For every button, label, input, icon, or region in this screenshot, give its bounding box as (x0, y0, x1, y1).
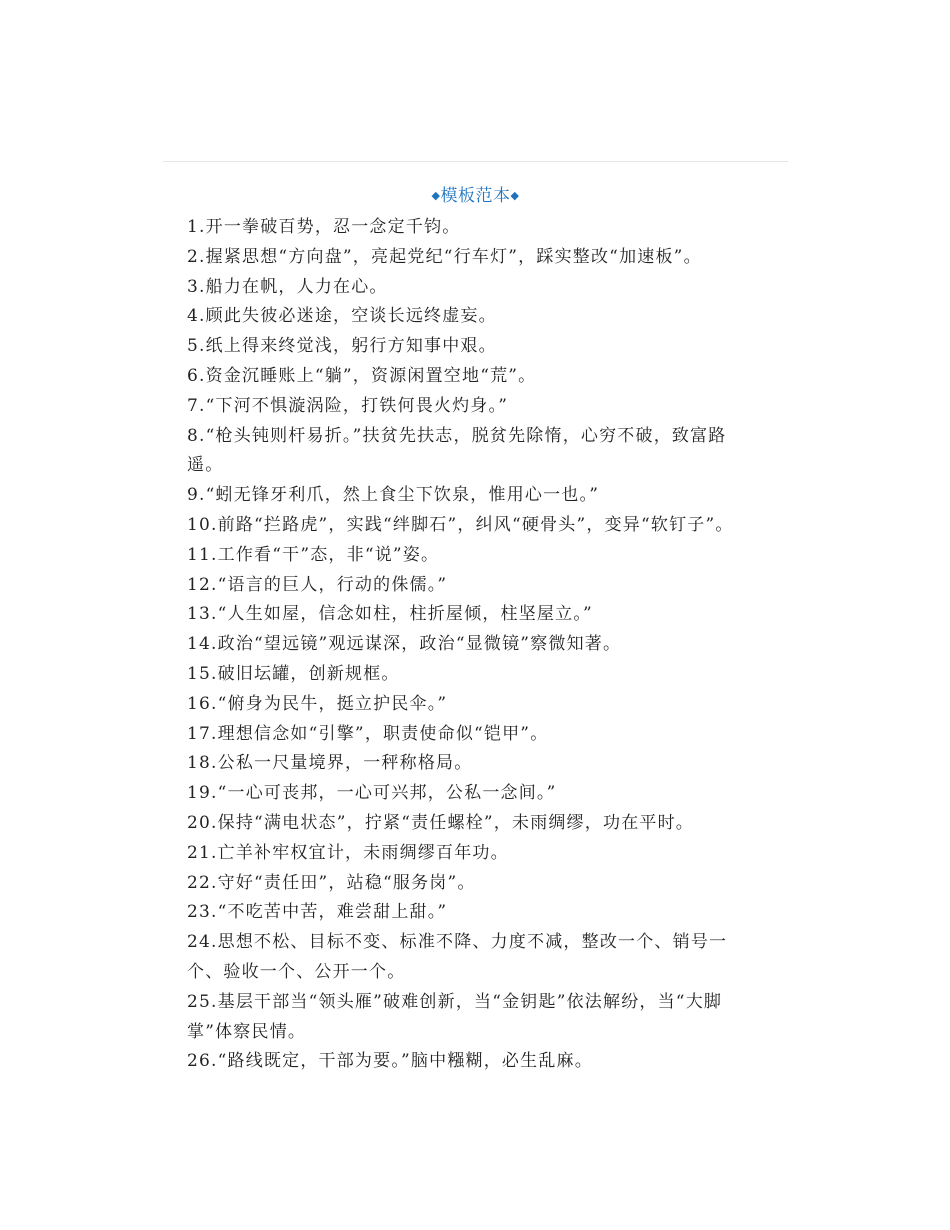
list-item: 6.资金沉睡账上“躺”，资源闲置空地“荒”。 (187, 365, 537, 386)
list-item: 10.前路“拦路虎”，实践“绊脚石”，纠风“硬骨头”，变异“软钉子”。 (187, 514, 734, 535)
document-title (163, 184, 788, 208)
list-item: 19.“一心可丧邦，一心可兴邦，公私一念间。” (187, 783, 557, 804)
list-item: 1.开一拳破百势，忍一念定千钧。 (187, 217, 461, 237)
list-item: 22.守好“责任田”，站稳“服务岗”。 (187, 872, 476, 893)
list-item: 16.“俯身为民牛，挺立护民伞。” (187, 693, 448, 714)
list-item: 24.思想不松、目标不变、标准不降、力度不减，整改一个、销号一个、验收一个、公开一个。 (187, 932, 728, 982)
list-item: 3.船力在帆，人力在心。 (187, 276, 388, 297)
list-item: 12.“语言的巨人，行动的侏儒。” (187, 574, 448, 595)
list-item: 20.保持“满电状态”，拧紧“责任螺栓”，未雨绸缪，功在平时。 (187, 812, 694, 833)
document-body (187, 213, 759, 1077)
list-item: 13.“人生如屋，信念如柱，柱折屋倾，柱坚屋立。” (187, 604, 593, 625)
list-item: 23.“不吃苦中苦，难尝甜上甜。” (187, 902, 448, 923)
list-item: 5.纸上得来终觉浅，躬行方知事中艰。 (187, 336, 497, 357)
list-item: 9.“蚓无锋牙利爪，然上食尘下饮泉，惟用心一也。” (187, 485, 600, 506)
list-item: 17.理想信念如“引擎”，职责使命似“铠甲”。 (187, 723, 549, 744)
list-item: 21.亡羊补牢权宜计，未雨绸缪百年功。 (187, 842, 509, 863)
diamond-left-icon: ◆ (431, 189, 441, 202)
list-item: 2.握紧思想“方向盘”，亮起党纪“行车灯”，踩实整改“加速板”。 (187, 246, 702, 267)
document-title-text: 模板范本 (440, 186, 511, 206)
list-item: 18.公私一尺量境界，一秤称格局。 (187, 753, 473, 774)
list-item: 4.顾此失彼必迷途，空谈长远终虚妄。 (187, 306, 497, 327)
header-divider (163, 161, 788, 162)
list-item: 25.基层干部当“领头雁”破难创新，当“金钥匙”依法解纷，当“大脚掌”体察民情。 (187, 991, 723, 1042)
list-item: 7.“下河不惧漩涡险，打铁何畏火灼身。” (187, 395, 509, 416)
list-item: 14.政治“望远镜”观远谋深，政治“显微镜”察微知著。 (187, 634, 622, 655)
diamond-right-icon: ◆ (510, 189, 520, 202)
list-item: 26.“路线既定，干部为要。”脑中糨糊，必生乱麻。 (187, 1051, 593, 1072)
list-item: 11.工作看“干”态，非“说”姿。 (187, 544, 440, 565)
list-item: 8.“枪头钝则杆易折。”扶贫先扶志，脱贫先除惰，心穷不破，致富路遥。 (187, 425, 727, 476)
list-item: 15.破旧坛罐，创新规框。 (187, 663, 400, 684)
